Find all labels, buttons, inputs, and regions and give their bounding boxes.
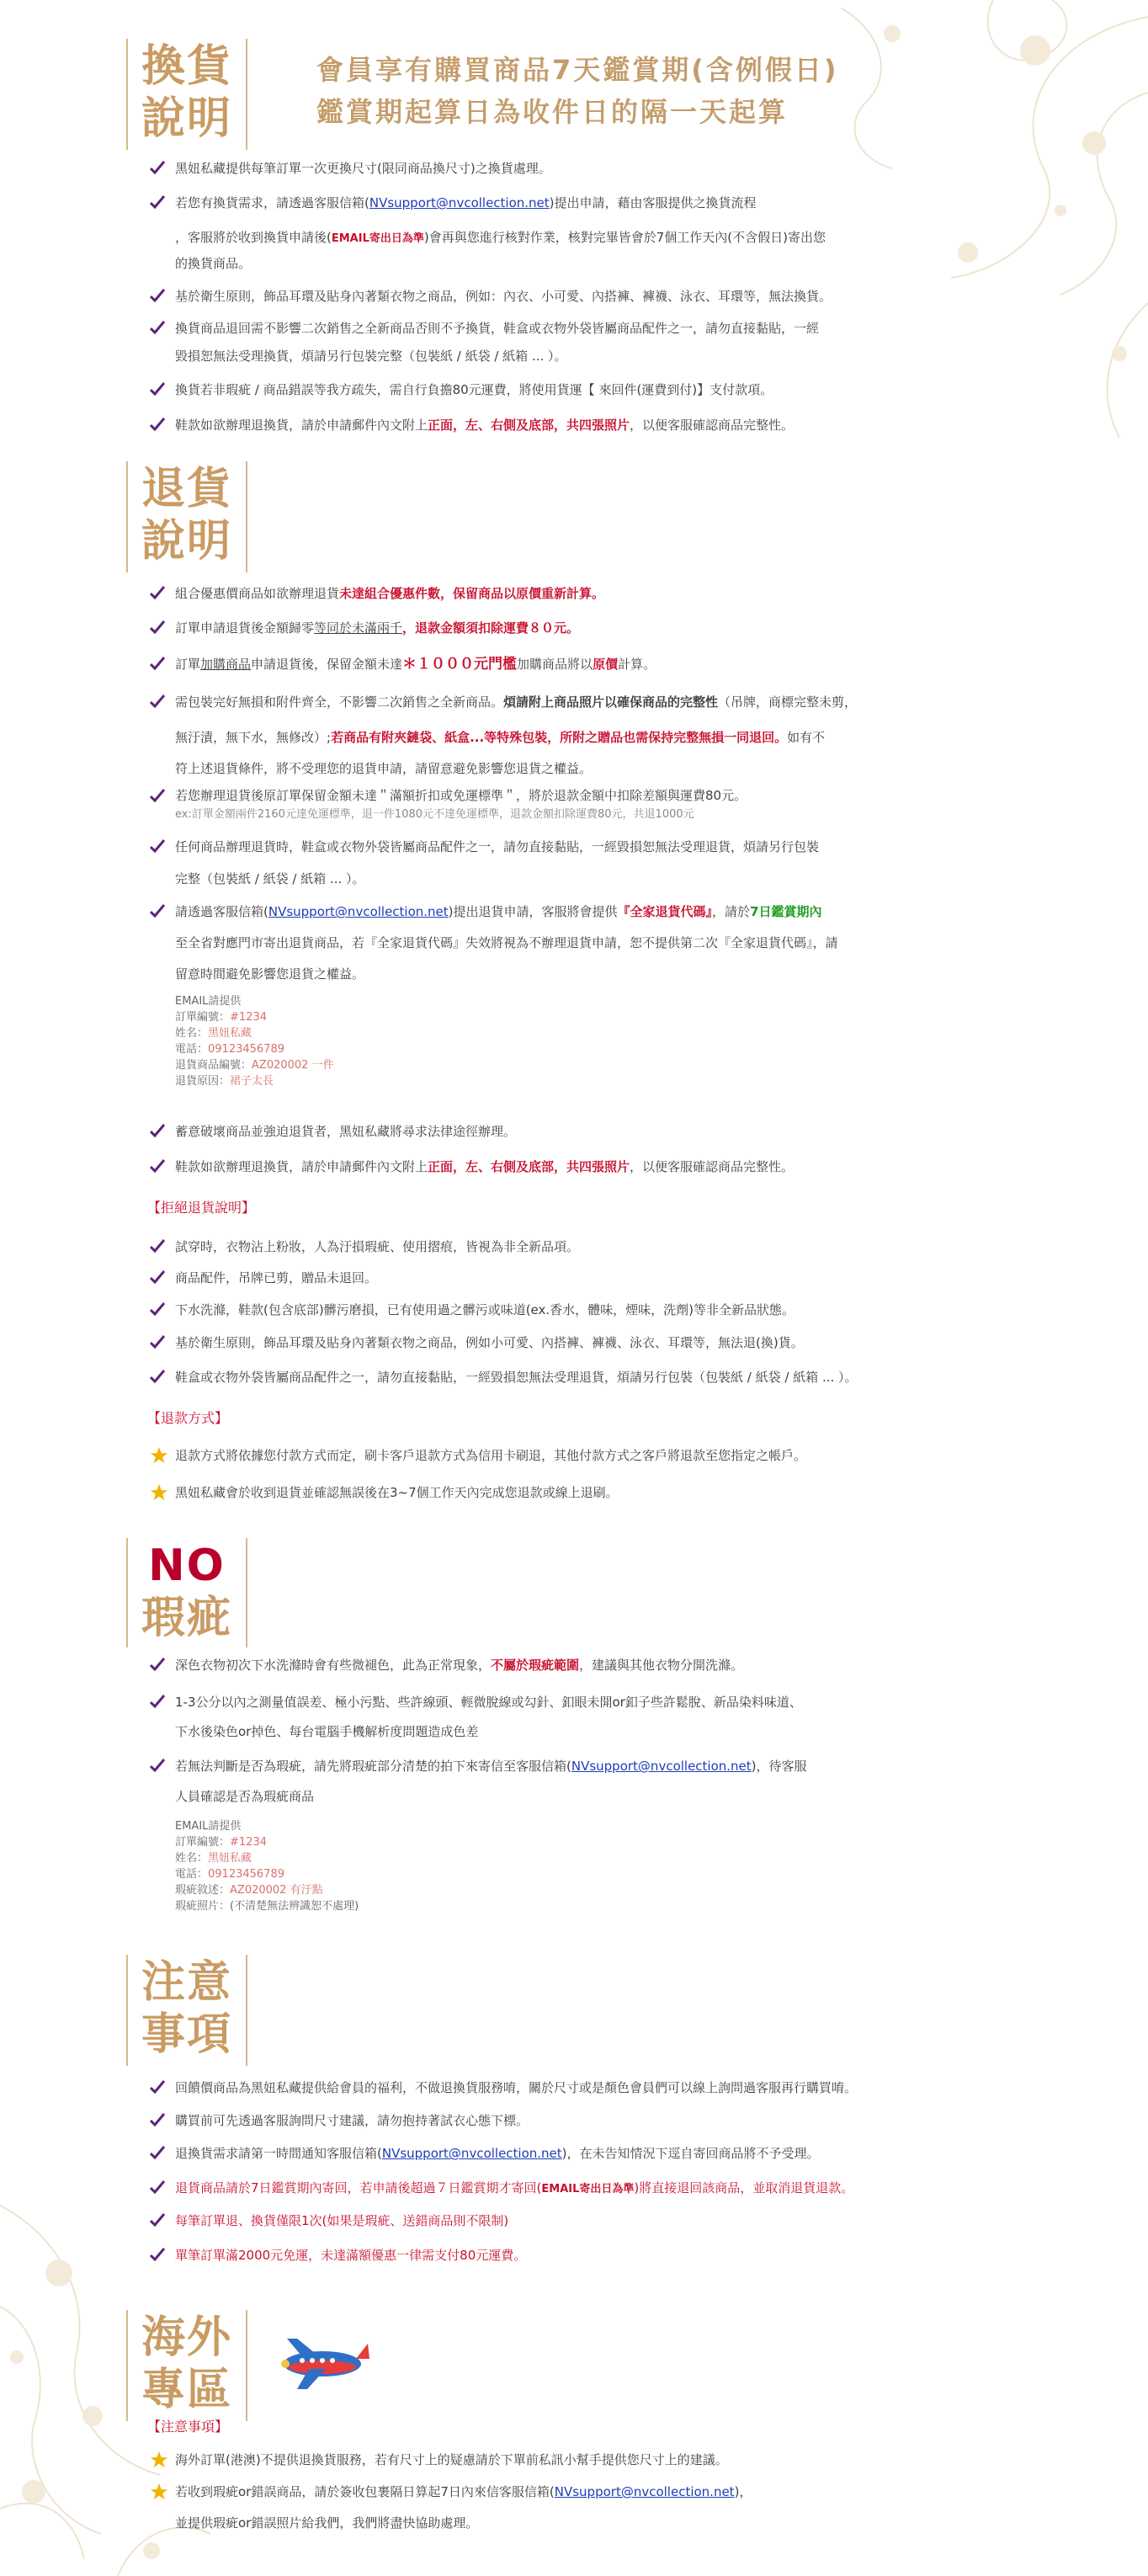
returns-item-4-cont: 無汙漬，無下水，無修改）;若商品有附夾鏈袋、紙盒...等特殊包裝，所附之贈品也需保持完整無損一同退回。如有不 (175, 730, 826, 745)
refund-item-2: 黑妞私藏會於收到退貨並確認無誤後在3~7個工作天內完成您退款或線上退刷。 (150, 1477, 1084, 1509)
overseas-notice-label: 【注意事項】 (147, 2419, 229, 2435)
headline-line-2: 鑑賞期起算日為收件日的隔一天起算 (316, 96, 789, 128)
check-icon (150, 577, 168, 609)
notice-item-5: 每筆訂單退、換貨僅限1次(如果是瑕疵、送錯商品則不限制) (150, 2205, 1084, 2237)
star-icon (150, 2451, 168, 2469)
support-email-link[interactable]: NVsupport@nvcollection.net (369, 195, 550, 210)
reject-item-3: 下水洗滌，鞋款(包含底部)髒污磨損，已有使用過之髒污或味道(ex.香水，體味，煙味，洗劑)等非全新品狀態。 (150, 1294, 1084, 1326)
reject-item-4: 基於衛生原則，飾品耳環及貼身內著類衣物之商品，例如小可愛、內搭褲、褲襪、泳衣、耳環等，無法退(換)貨。 (150, 1327, 1084, 1359)
reject-item-1: 試穿時，衣物沾上粉妝，人為汙損瑕疵、使用摺痕，皆視為非全新品項。 (150, 1231, 1084, 1263)
reject-item-5: 鞋盒或衣物外袋皆屬商品配件之一，請勿直接黏貼，一經毀損恕無法受理退貨，煩請另行包裝（包裝紙 / 紙袋 / 紙箱 ... ）。 (150, 1361, 1084, 1393)
check-icon (150, 2205, 168, 2237)
check-icon (150, 1649, 168, 1681)
airplane-icon (272, 2327, 371, 2394)
returns-item-2: 訂單申請退貨後金額歸零等同於未滿兩千，退款金額須扣除運費８０元。 (150, 612, 1084, 644)
returns-section-title: 退貨 說明 (126, 461, 247, 572)
defect-item-2-cont: 下水後染色or掉色、每台電腦手機解析度問題造成色差 (175, 1724, 479, 1739)
check-icon (150, 648, 168, 680)
returns-item-3: 訂單加購商品申請退貨後，保留金額未達＊１０００元門檻加購商品將以原價計算。 (150, 648, 1084, 680)
check-icon (150, 1686, 168, 1718)
defect-item-1: 深色衣物初次下水洗滌時會有些微褪色，此為正常現象，不屬於瑕疵範圍，建議與其他衣物分開洗滌。 (150, 1649, 1084, 1681)
reject-item-2: 商品配件，吊牌已剪，贈品未退回。 (150, 1262, 1084, 1294)
reject-returns-label: 【拒絕退貨說明】 (147, 1200, 256, 1216)
star-icon (150, 2483, 168, 2501)
returns-item-7-cont: 至全省對應門市寄出退貨商品，若『全家退貨代碼』失效將視為不辦理退貨申請，恕不提供第二次『全家退貨代碼』，請 (175, 935, 838, 950)
check-icon (150, 785, 168, 806)
returns-item-6-cont: 完整（包裝紙 / 紙袋 / 紙箱 ... ）。 (175, 871, 365, 886)
headline-line-1: 會員享有購買商品7天鑑賞期(含例假日) (316, 54, 839, 86)
check-icon (150, 1750, 168, 1782)
check-icon (150, 2072, 168, 2104)
notice-item-1: 回饋價商品為黑妞私藏提供給會員的福利，不做退換貨服務唷，關於尺寸或是顏色會員們可以線上詢問過客服再行購買唷。 (150, 2072, 1084, 2104)
overseas-item-1: 海外訂單(港澳)不提供退換貨服務，若有尺寸上的疑慮請於下單前私訊小幫手提供您尺寸上的建議。 (150, 2444, 1084, 2476)
check-icon (150, 374, 168, 406)
check-icon (150, 686, 168, 718)
check-icon (150, 1151, 168, 1183)
defect-item-3: 若無法判斷是否為瑕疵，請先將瑕疵部分清楚的拍下來寄信至客服信箱(NVsupport@nvcollection.net)，待客服 (150, 1750, 1084, 1782)
check-icon (150, 152, 168, 184)
exchange-item-2: 若您有換貨需求，請透過客服信箱(NVsupport@nvcollection.net)提出申請，藉由客服提供之換貨流程 (150, 187, 1084, 219)
check-icon (150, 280, 168, 312)
returns-item-4-cont2: 符上述退貨條件，將不受理您的退貨申請，請留意避免影響您退貨之權益。 (175, 761, 593, 776)
check-icon (150, 2137, 168, 2169)
star-icon (150, 1483, 168, 1502)
refund-method-label: 【退款方式】 (147, 1410, 229, 1426)
check-icon (150, 2239, 168, 2271)
returns-item-1: 組合優惠價商品如欲辦理退貨未達組合優惠件數，保留商品以原價重新計算。 (150, 577, 1084, 609)
check-icon (150, 1115, 168, 1147)
exchange-item-6: 鞋款如欲辦理退換貨，請於申請郵件內文附上正面，左、右側及底部，共四張照片，以便客服確認商品完整性。 (150, 409, 1084, 441)
notice-section-title: 注意 事項 (126, 1955, 247, 2066)
exchange-item-5: 換貨若非瑕疵 / 商品錯誤等我方疏失，需自行負擔80元運費，將使用貨運【 來回件(運費到付)】支付款項。 (150, 374, 1084, 406)
check-icon (150, 1327, 168, 1359)
check-icon (150, 1231, 168, 1263)
exchange-item-1: 黑妞私藏提供每筆訂單一次更換尺寸(限同商品換尺寸)之換貨處理。 (150, 152, 1084, 184)
exchange-item-2-cont2: 的換貨商品。 (175, 256, 252, 271)
exchange-item-3: 基於衛生原則，飾品耳環及貼身內著類衣物之商品，例如：內衣、小可愛、內搭褲、褲襪、泳衣、耳環等，無法換貨。 (150, 280, 1084, 312)
check-icon (150, 612, 168, 644)
returns-item-5: 若您辦理退貨後原訂單保留金額未達＂滿額折扣或免運標準＂，將於退款金額中扣除差額與運費80元。 (150, 785, 1084, 806)
refund-item-1: 退款方式將依據您付款方式而定，刷卡客戶退款方式為信用卡刷退，其他付款方式之客戶將退款至您指定之帳戶。 (150, 1440, 1084, 1472)
support-email-link[interactable]: NVsupport@nvcollection.net (268, 904, 449, 919)
check-icon (150, 2172, 168, 2204)
check-icon (150, 312, 168, 344)
check-icon (150, 187, 168, 219)
notice-item-6: 單筆訂單滿2000元免運，未達滿額優惠一律需支付80元運費。 (150, 2239, 1084, 2271)
overseas-item-2: 若收到瑕疵or錯誤商品，請於簽收包裹隔日算起7日內來信客服信箱(NVsupport@nvcollection.net)， (150, 2476, 1084, 2508)
returns-item-7: 請透過客服信箱(NVsupport@nvcollection.net)提出退貨申請，客服將會提供『全家退貨代碼』，請於7日鑑賞期內 (150, 896, 1084, 928)
exchange-section-title: 換貨 說明 (126, 39, 247, 150)
exchange-item-4: 換貨商品退回需不影響二次銷售之全新商品否則不予換貨，鞋盒或衣物外袋皆屬商品配件之一，請勿直接黏貼，一經 (150, 312, 1084, 344)
defect-section-title: NO 瑕疵 (126, 1538, 247, 1647)
check-icon (150, 1361, 168, 1393)
appreciation-period-headline (316, 49, 839, 133)
overseas-item-2-cont: 並提供瑕疵or錯誤照片給我們，我們將盡快協助處理。 (175, 2515, 479, 2531)
returns-item-6: 任何商品辦理退貨時，鞋盒或衣物外袋皆屬商品配件之一，請勿直接黏貼，一經毀損恕無法受理退貨，煩請另行包裝 (150, 831, 1084, 863)
support-email-link[interactable]: NVsupport@nvcollection.net (381, 2146, 562, 2161)
returns-item-9: 鞋款如欲辦理退換貨，請於申請郵件內文附上正面，左、右側及底部，共四張照片，以便客服確認商品完整性。 (150, 1151, 1084, 1183)
check-icon (150, 831, 168, 863)
notice-item-4: 退貨商品請於7日鑑賞期內寄回，若申請後超過７日鑑賞期才寄回(EMAIL寄出日為準)將直接退回該商品，並取消退貨退款。 (150, 2172, 1084, 2206)
star-icon (150, 1446, 168, 1465)
notice-item-2: 購買前可先透過客服詢問尺寸建議，請勿抱持著試衣心態下標。 (150, 2105, 1084, 2137)
returns-item-7-cont2: 留意時間避免影響您退貨之權益。 (175, 966, 365, 982)
defect-item-2: 1-3公分以內之測量值誤差、極小污點、些許線頭、輕微脫線或勾針、釦眼未開or釦子些許鬆脫、新品染料味道、 (150, 1686, 1084, 1718)
exchange-item-4-cont: 毀損恕無法受理換貨，煩請另行包裝完整（包裝紙 / 紙袋 / 紙箱 ... ）。 (175, 349, 567, 364)
defect-item-3-cont: 人員確認是否為瑕疵商品 (175, 1789, 315, 1804)
check-icon (150, 409, 168, 441)
notice-item-3: 退換貨需求請第一時間通知客服信箱(NVsupport@nvcollection.net)，在未告知情況下逕自寄回商品將不予受理。 (150, 2137, 1084, 2169)
check-icon (150, 1262, 168, 1294)
exchange-item-2-cont: ，客服將於收到換貨申請後(EMAIL寄出日為準)會再與您進行核對作業，核對完畢皆會於7個工作天內(不含假日)寄出您 (175, 230, 826, 245)
support-email-link[interactable]: NVsupport@nvcollection.net (571, 1759, 752, 1774)
defect-email-template: EMAIL請提供 訂單編號：#1234 姓名：黑妞私藏 電話：09123456789 瑕疵敘述：AZ020002 有汙點 瑕疵照片：(不清楚無法辨識恕不處理) (175, 1820, 359, 1913)
overseas-section-title: 海外 專區 (126, 2310, 247, 2421)
support-email-link[interactable]: NVsupport@nvcollection.net (554, 2484, 735, 2499)
returns-item-5-example: ex:訂單金額兩件2160元達免運標準，退一件1080元不達免運標準，退款金額扣除運費80元，共退1000元 (175, 808, 694, 821)
returns-item-8: 蓄意破壞商品並強迫退貨者，黑妞私藏將尋求法律途徑辦理。 (150, 1115, 1084, 1147)
returns-item-4: 需包裝完好無損和附件齊全，不影響二次銷售之全新商品。煩請附上商品照片以確保商品的完整性（吊牌，商標完整未剪， (150, 686, 1084, 718)
check-icon (150, 896, 168, 928)
returns-email-template: EMAIL請提供 訂單編號：#1234 姓名：黑妞私藏 電話：09123456789 退貨商品編號：AZ020002 一件 退貨原因：裙子太長 (175, 995, 334, 1088)
check-icon (150, 1294, 168, 1326)
check-icon (150, 2105, 168, 2137)
